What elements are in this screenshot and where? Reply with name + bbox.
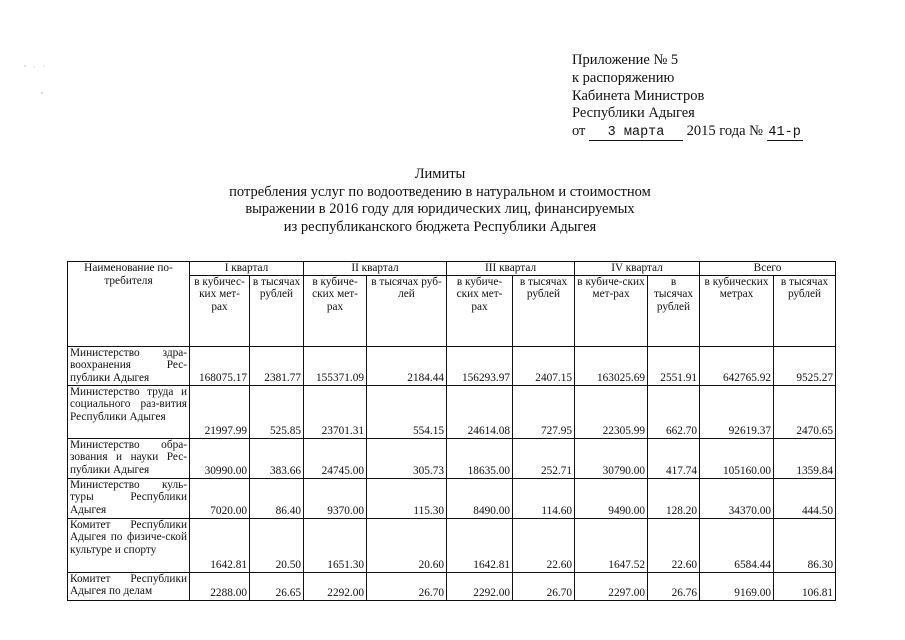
value-cell: 444.50 bbox=[774, 478, 836, 518]
value-cell: 23701.31 bbox=[304, 385, 367, 438]
subheader-cell: в кубиче-ских мет-рах bbox=[304, 275, 367, 346]
value-cell: 114.60 bbox=[513, 478, 575, 518]
value-cell: 1642.81 bbox=[447, 518, 513, 572]
value-cell: 168075.17 bbox=[190, 346, 250, 385]
value-cell: 2381.77 bbox=[250, 346, 304, 385]
value-cell: 2292.00 bbox=[304, 572, 367, 600]
value-cell: 156293.97 bbox=[447, 346, 513, 385]
table-row bbox=[68, 346, 836, 385]
value-cell: 9525.27 bbox=[774, 346, 836, 385]
value-cell: 9490.00 bbox=[575, 478, 648, 518]
table-row bbox=[68, 572, 836, 600]
value-cell: 22.60 bbox=[648, 518, 700, 572]
header-q4: IV квартал bbox=[575, 262, 700, 276]
limits-table bbox=[67, 261, 836, 601]
table-header-row bbox=[68, 262, 836, 276]
subheader-cell: в тысячах рублей bbox=[774, 275, 836, 346]
value-cell: 106.81 bbox=[774, 572, 836, 600]
subheader-cell: в кубических метрах bbox=[700, 275, 774, 346]
subheader-cell: в тысячах рублей bbox=[250, 275, 304, 346]
value-cell: 26.76 bbox=[648, 572, 700, 600]
consumer-name-cell: Министерство обра-зования и науки Рес-публики Адыгея bbox=[68, 438, 190, 478]
annex-line-3: Кабинета Министров bbox=[572, 87, 705, 104]
consumer-name-cell: Министерство труда и социального раз-вития Республики Адыгея bbox=[68, 385, 190, 438]
order-number: 41-р bbox=[768, 125, 801, 141]
annex-block bbox=[572, 52, 803, 141]
value-cell: 6584.44 bbox=[700, 518, 774, 572]
header-q3: III квартал bbox=[447, 262, 575, 276]
subheader-cell: в тысячах рублей bbox=[513, 275, 575, 346]
value-cell: 2551.91 bbox=[648, 346, 700, 385]
header-q2: II квартал bbox=[304, 262, 447, 276]
value-cell: 26.65 bbox=[250, 572, 304, 600]
header-q1: I квартал bbox=[190, 262, 304, 276]
value-cell: 9370.00 bbox=[304, 478, 367, 518]
value-cell: 642765.92 bbox=[700, 346, 774, 385]
annex-line-1: Приложение № 5 bbox=[572, 52, 679, 68]
value-cell: 105160.00 bbox=[700, 438, 774, 478]
header-consumer-name: Наименование по-требителя bbox=[68, 262, 190, 347]
value-cell: 2297.00 bbox=[575, 572, 648, 600]
value-cell: 22.60 bbox=[513, 518, 575, 572]
subheader-cell: в кубиче-ских мет-рах bbox=[447, 275, 513, 346]
value-cell: 2288.00 bbox=[190, 572, 250, 600]
value-cell: 20.60 bbox=[367, 518, 447, 572]
value-cell: 2470.65 bbox=[774, 385, 836, 438]
date-prefix: от bbox=[572, 123, 586, 140]
annex-line-4: Республики Адыгея bbox=[572, 105, 695, 122]
scan-specks bbox=[22, 60, 52, 100]
date-day-month: 3 марта bbox=[589, 125, 683, 141]
value-cell: 30990.00 bbox=[190, 438, 250, 478]
value-cell: 1359.84 bbox=[774, 438, 836, 478]
value-cell: 417.74 bbox=[648, 438, 700, 478]
consumer-name-cell: Комитет Республики Адыгея по физиче-ской культуре и спорту bbox=[68, 518, 190, 572]
consumer-name-cell: Министерство здра-воохранения Рес-публики Адыгея bbox=[68, 346, 190, 385]
subheader-cell: в кубиче-ских мет-рах bbox=[575, 275, 648, 346]
annex-line-2: к распоряжению bbox=[572, 69, 675, 86]
value-cell: 9169.00 bbox=[700, 572, 774, 600]
table-row bbox=[68, 385, 836, 438]
table-row bbox=[68, 518, 836, 572]
value-cell: 7020.00 bbox=[190, 478, 250, 518]
value-cell: 30790.00 bbox=[575, 438, 648, 478]
title-line-2: потребления услуг по водоотведению в натуральном и стоимостном bbox=[229, 183, 651, 200]
title-line-1: Лимиты bbox=[414, 166, 466, 182]
value-cell: 34370.00 bbox=[700, 478, 774, 518]
table-row bbox=[68, 438, 836, 478]
value-cell: 525.85 bbox=[250, 385, 304, 438]
value-cell: 554.15 bbox=[367, 385, 447, 438]
value-cell: 128.20 bbox=[648, 478, 700, 518]
value-cell: 86.40 bbox=[250, 478, 304, 518]
subheader-cell: в кубичес-ких мет-рах bbox=[190, 275, 250, 346]
value-cell: 24745.00 bbox=[304, 438, 367, 478]
value-cell: 383.66 bbox=[250, 438, 304, 478]
value-cell: 305.73 bbox=[367, 438, 447, 478]
document-title bbox=[200, 166, 680, 236]
value-cell: 155371.09 bbox=[304, 346, 367, 385]
value-cell: 24614.08 bbox=[447, 385, 513, 438]
value-cell: 2184.44 bbox=[367, 346, 447, 385]
value-cell: 92619.37 bbox=[700, 385, 774, 438]
value-cell: 22305.99 bbox=[575, 385, 648, 438]
consumer-name-cell: Комитет Республики Адыгея по делам bbox=[68, 572, 190, 600]
value-cell: 115.30 bbox=[367, 478, 447, 518]
value-cell: 18635.00 bbox=[447, 438, 513, 478]
value-cell: 1647.52 bbox=[575, 518, 648, 572]
value-cell: 2407.15 bbox=[513, 346, 575, 385]
value-cell: 1651.30 bbox=[304, 518, 367, 572]
value-cell: 2292.00 bbox=[447, 572, 513, 600]
value-cell: 86.30 bbox=[774, 518, 836, 572]
value-cell: 26.70 bbox=[513, 572, 575, 600]
subheader-cell: в тысячах руб-лей bbox=[367, 275, 447, 346]
value-cell: 20.50 bbox=[250, 518, 304, 572]
value-cell: 662.70 bbox=[648, 385, 700, 438]
title-line-3: выражении в 2016 году для юридических лиц, финансируемых bbox=[245, 201, 635, 218]
header-total: Всего bbox=[700, 262, 836, 276]
consumer-name-cell: Министерство куль-туры Республики Адыгея bbox=[68, 478, 190, 518]
annex-date-line bbox=[572, 123, 803, 141]
title-line-4: из республиканского бюджета Республики Адыгея bbox=[283, 218, 597, 235]
table-row bbox=[68, 478, 836, 518]
date-year: 2015 года № bbox=[686, 123, 763, 140]
subheader-cell: в тысячах рублей bbox=[648, 275, 700, 346]
value-cell: 252.71 bbox=[513, 438, 575, 478]
value-cell: 727.95 bbox=[513, 385, 575, 438]
value-cell: 163025.69 bbox=[575, 346, 648, 385]
value-cell: 1642.81 bbox=[190, 518, 250, 572]
value-cell: 21997.99 bbox=[190, 385, 250, 438]
value-cell: 26.70 bbox=[367, 572, 447, 600]
value-cell: 8490.00 bbox=[447, 478, 513, 518]
